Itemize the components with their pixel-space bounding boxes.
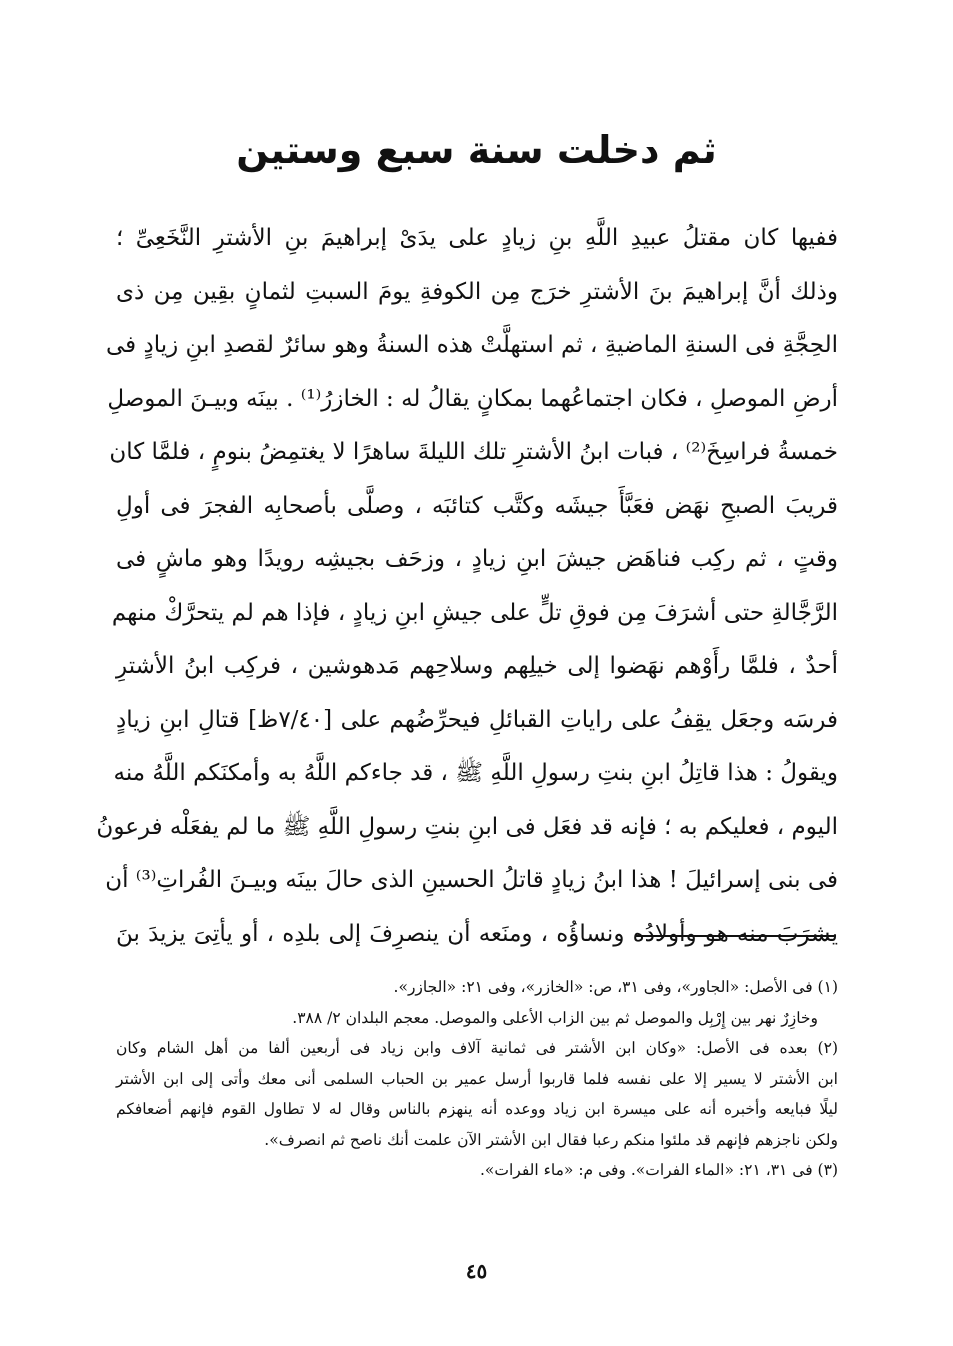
text-line: فى بنى إسرائيلَ ! هذا ابنُ زيادٍ قاتلُ الحسينِ الذى حالَ بينَه وبيـنَ الفُراتِ⁽³⁾ أن [105, 867, 838, 893]
text-line: ففيها كان مقتلُ عبيدِ اللَّهِ بنِ زيادٍ على يدَىْ إبراهيمَ بنِ الأشترِ النَّخَعِىِّ ؛ [116, 225, 838, 251]
main-text [96, 212, 838, 961]
footnote-line: (٢) بعده فى الأصل: «وكان ابن الأشتر فى ثمانية آلاف وابن زياد فى أربعين ألفا من أهل الشام وكان [116, 1039, 838, 1057]
footnote-line: (٣) فى ٣١، ٢١: «الماء الفرات». وفى م: «ماء الفرات». [479, 1161, 838, 1179]
text-line: قريبَ الصبحِ نهَض فعَبَّأَ جيشَه وكتَّب كتائبَه ، وصلَّى بأصحابِه الفجرَ فى أولِ [116, 492, 838, 519]
chapter-title: ثم دخلت سنة سبع وستين [236, 128, 717, 172]
text-line: أرضِ الموصلِ ، فكان اجتماعُهما بمكانٍ يقالُ له : الخازرُ⁽¹⁾ . بينَه وبيـنَ الموصلِ [107, 385, 838, 412]
footnote-line: ولكن ناجزهم فإنهم قد ملئوا منكم رعبا فقال ابن الأشتر الآن علمت أنك ناصح ثم انصرف». [264, 1130, 838, 1149]
text-line: وقتٍ ، ثم ركِب فناهَض جيشَ ابنِ زيادٍ ، وزحَف بجيشِه رويدًا وهو ماشٍ فى [116, 546, 838, 572]
footnote-separator [636, 935, 836, 937]
text-line: الحِجَّةِ فى السنةِ الماضيةِ ، ثم استهلَّتْ هذه السنةُ وهو سائرٌ لقصدِ ابنِ زيادٍ فى [106, 332, 838, 358]
footnote-line: وخازِرٌ نهر بين إِرْبِل والموصل ثم بين الزاب الأعلى والموصل. معجم البلدان ٢/ ٣٨٨. [292, 1008, 818, 1027]
text-line: ويقولُ : هذا قاتِلُ ابنِ بنتِ رسولِ اللَّهِ ﷺ ، قد جاءكم اللَّهُ به وأمكنَكم اللَّهُ منه [113, 760, 838, 786]
footnote-line: ليلًا فبايعه وأخبره أنه على ميسرة ابن زياد ووعده أنه ينهزم بالناس وقال له لا تطاول القوم فإنهم أضعافكم [116, 1100, 838, 1118]
text-line: وذلك أنَّ إبراهيمَ بنَ الأشترِ خرَج مِن الكوفةِ يومَ السبتِ لثمانٍ بقِين مِن ذى [116, 278, 838, 305]
footnote-line: (١) فى الأصل: «الجاور»، وفى ٣١، ص: «الخازر»، وفى ٢١: «الجازر». [393, 978, 838, 996]
footnote-line: ابن الأشتر لا يسير إلا على نفسه فلما قاربوا أرسل عمير بن الحباب السلمى أنى معك وأتى إلى ابن الأشتر [116, 1069, 838, 1088]
text-line: يشرَبَ منه هو وأولادُه ونساؤُه ، ومنَعه أن ينصرِفَ إلى بلدِه ، أو يأتِىَ يزيدَ بنَ [116, 920, 838, 947]
footnotes [116, 972, 838, 1186]
text-line: خمسةُ فراسِخَ⁽²⁾ ، فبات ابنُ الأشترِ تلك الليلةَ ساهرًا لا يغتمِضُ بنومٍ ، فلمَّا كان [109, 439, 838, 465]
text-line: الرَّجَّالةِ حتى أشرَفَ مِن فوقِ تلٍّ على جيشِ ابنِ زيادٍ ، فإذا هم لم يتحرَّكْ منهم [111, 599, 838, 626]
page-number: ٤٥ [465, 1259, 488, 1283]
text-line: أحدٌ ، فلمَّا رأَوْهم نهَضوا إلى خيلِهم وسلاحِهم مَدهوشين ، فركِب ابنُ الأشترِ [116, 653, 838, 679]
text-line: اليوم ، فعليكم به ؛ فإنه قد فعَل فى ابنِ بنتِ رسولِ اللَّهِ ﷺ ما لم يفعَلْه فرعونُ [96, 813, 838, 840]
text-line: فرسَه وجعَل يقِفُ على راياتِ القبائلِ فيحرِّضُهم على [٧/٤٠ظ] قتالِ ابنِ زيادٍ [116, 706, 838, 733]
